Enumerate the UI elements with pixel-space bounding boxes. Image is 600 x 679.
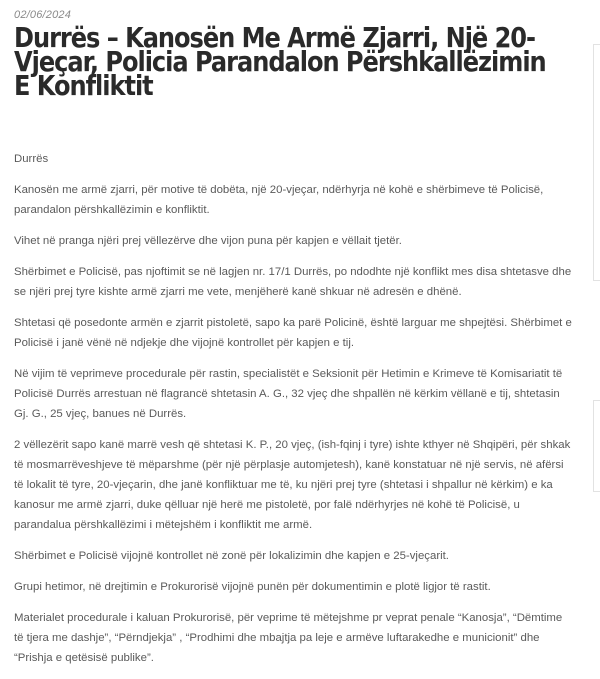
publish-date: 02/06/2024 <box>14 9 72 21</box>
sidebar-widget-edge <box>593 400 600 492</box>
sidebar-widget-edge <box>593 80 600 281</box>
article-title <box>14 21 546 102</box>
article-title-line: Vjeçar, Policia Parandalon Përshkallëzimin <box>14 45 546 78</box>
article-paragraph: Shërbimet e Policisë vijojnë kontrollet në zonë për lokalizimin dhe kapjen e 25-vjeçarit. <box>14 550 449 562</box>
article-paragraph: Grupi hetimor, në drejtimin e Prokurorisë vijojnë punën për dokumentimin e plotë ligjor të rastit. <box>14 581 491 593</box>
article-body <box>14 149 574 679</box>
article-title-line: E Konfliktit <box>14 69 153 102</box>
article-paragraph: Materialet procedurale i kaluan Prokurorisë, për veprime të mëtejshme pr veprat penale “Kanosja”, “Dëmtime të tjera me dashje”, “Përndjekja” , “Prodhimi dhe mbajtja pa leje e armëve luftarakedhe e municionit” dhe “Prishja e qetësisë publike”. <box>14 612 563 664</box>
article-location: Durrës <box>14 153 49 165</box>
article-paragraph: 2 vëllezërit sapo kanë marrë vesh që shtetasi K. P., 20 vjeç, (ish-fqinj i tyre) ishte kthyer në Shqipëri, për shkak të mosmarrëveshjeve të mëparshme (për një përplasje automjetesh), kanë konstatuar në një servis, në afërsi të lokalit të tyre, 20-vjeçarin, dhe janë konfliktuar me të, ku njëri prej tyre (shtetasi i shpallur në kërkim) e ka kanosur me armë zjarri, duke qëlluar një herë me pistoletë, por falë ndërhyrjes në kohë të Policisë, u parandalua përshkallëzimi i mëtejshëm i konfliktit me armë. <box>14 439 571 531</box>
article-title-line: Durrës – Kanosën Me Armë Zjarri, Një 20- <box>14 21 535 54</box>
article-paragraph: Vihet në pranga njëri prej vëllezërve dhe vijon puna për kapjen e vëllait tjetër. <box>14 235 402 247</box>
article-paragraph: Shërbimet e Policisë, pas njoftimit se në lagjen nr. 17/1 Durrës, po ndodhte një konflikt mes disa shtetasve dhe se njëri prej tyre kishte armë zjarri me vete, menjëherë kanë shkuar në adresën e dhënë. <box>14 266 572 298</box>
article-paragraph: Kanosën me armë zjarri, për motive të dobëta, një 20-vjeçar, ndërhyrja në kohë e shërbimeve të Policisë, parandalon përshkallëzimin e konfliktit. <box>14 184 544 216</box>
article-paragraph: Shtetasi që posedonte armën e zjarrit pistoletë, sapo ka parë Policinë, është larguar me shpejtësi. Shërbimet e Policisë i janë vënë në ndjekje dhe vijojnë kontrollet për kapjen e tij. <box>14 317 572 349</box>
article-paragraph: Në vijim të veprimeve procedurale për rastin, specialistët e Seksionit për Hetimin e Krimeve të Komisariatit të Policisë Durrës arrestuan në flagrancë shtetasin A. G., 32 vjeç dhe shpallën në kërkim vëllanë e tij, shtetasin Gj. G., 25 vjeç, banues në Durrës. <box>14 368 563 420</box>
